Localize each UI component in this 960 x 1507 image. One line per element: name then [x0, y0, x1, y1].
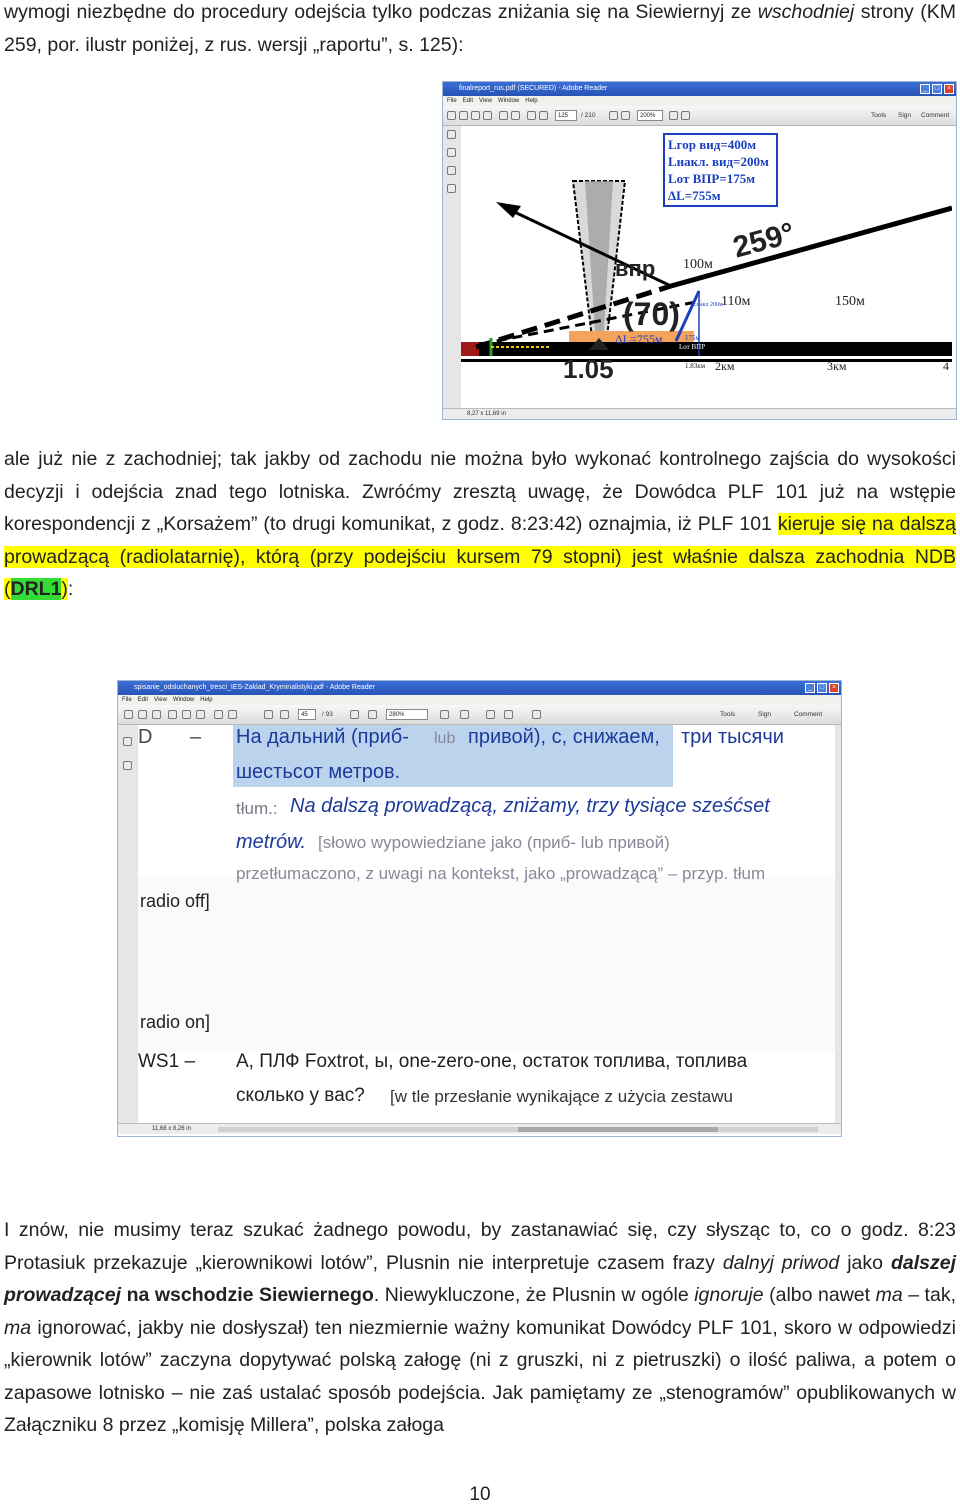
height-150-label: 150м [835, 294, 865, 309]
page-total: / 210 [581, 112, 596, 119]
status-bar [443, 408, 956, 419]
layers-icon[interactable] [447, 184, 456, 193]
sign-button[interactable]: Sign [898, 112, 912, 119]
print-icon[interactable] [459, 111, 468, 120]
distance-183-label: 1.83км [685, 362, 706, 370]
toolbar [443, 106, 956, 126]
minimize-button[interactable]: _ [805, 683, 815, 693]
page-down-icon[interactable] [539, 111, 548, 120]
sign-button[interactable]: Sign [758, 711, 772, 718]
transcript-content: D – На дальний (приб- lub привой), с, снижаем, три тысячи шестьсот метров. tłum.: Na dalszą prowadzącą, zniżamy, trzy tysiące sześćset metrów. [słowo wypowiedziane jako (приб- lub привой) przetłumaczono, z uwagi na kontekst, jako „prowadzącą” – przyp. tłum radio off] radio on] WS1 – А, ПЛФ Foxtrot, ы, one-zero-one, остаток топлива, топлива сколько у вас? [w tle przesłanie wynikające z użycia zestawu [138, 725, 835, 1123]
zoom-input[interactable]: 200% [637, 110, 663, 121]
minimize-button[interactable]: _ [920, 84, 930, 94]
menu-view[interactable]: View [154, 697, 167, 703]
page-down-icon[interactable] [280, 710, 289, 719]
open-icon[interactable] [124, 710, 133, 719]
fit-width-icon[interactable] [681, 111, 690, 120]
page-up-icon[interactable] [264, 710, 273, 719]
pages-icon[interactable] [123, 737, 132, 746]
screenshot-transcript [117, 680, 842, 1137]
screenshot-final-report [442, 81, 957, 420]
menu-help[interactable]: Help [200, 697, 213, 703]
zoom-in-icon[interactable] [368, 710, 377, 719]
fit-width-icon[interactable] [460, 710, 469, 719]
window-titlebar [443, 82, 956, 96]
status-bar [118, 1123, 841, 1134]
distance-4-label: 4 [943, 359, 949, 373]
close-button[interactable]: × [829, 683, 839, 693]
pages-icon[interactable] [447, 130, 456, 139]
attachments-icon[interactable] [447, 148, 456, 157]
navigation-panel [443, 126, 462, 408]
menu-edit[interactable]: Edit [137, 697, 149, 703]
edit-icon[interactable] [152, 710, 161, 719]
sign-icon[interactable] [532, 710, 541, 719]
print-icon[interactable] [182, 710, 191, 719]
page-number-input[interactable]: 125 [555, 110, 577, 121]
diagram-content [461, 126, 952, 410]
open-icon[interactable] [447, 111, 456, 120]
page-number: 10 [469, 1484, 491, 1505]
page-size-label: 11,68 x 8,26 in [152, 1126, 191, 1132]
page-up-icon[interactable] [527, 111, 536, 120]
highlight-icon[interactable] [511, 111, 520, 120]
comment-icon[interactable] [499, 111, 508, 120]
navigation-panel [118, 725, 139, 1123]
tools-button[interactable]: Tools [720, 711, 736, 718]
close-button[interactable]: × [944, 84, 954, 94]
signatures-icon[interactable] [447, 166, 456, 175]
vpr-label: впр [615, 256, 656, 281]
distance-105-label: 1.05 [563, 354, 614, 384]
paragraph-intro: wymogi niezbędne do procedury odejścia tylko podczas zniżania się na Siewiernyj ze wschodniej strony (KM 259, por. ilustr poniżej, z rus. wersji „raportu”, s. 125): [4, 1, 956, 56]
heading-label: 259° [729, 216, 799, 265]
email-icon[interactable] [483, 111, 492, 120]
page-size-label: 8,27 x 11,69 in [467, 411, 506, 417]
tools-button[interactable]: Tools [871, 112, 887, 119]
lnakl-label: Lнакл 200м [693, 302, 723, 308]
zoom-out-icon[interactable] [350, 710, 359, 719]
save-icon[interactable] [471, 111, 480, 120]
create-icon[interactable] [138, 710, 147, 719]
fit-page-icon[interactable] [440, 710, 449, 719]
menu-file[interactable]: File [122, 697, 132, 703]
menu-window[interactable]: Window [497, 98, 520, 104]
toolbar [118, 705, 841, 725]
copy-icon[interactable] [214, 710, 223, 719]
delta-l-label: ΔL=755м [615, 332, 663, 346]
zoom-out-icon[interactable] [609, 111, 618, 120]
distance-2km-label: 2км [715, 359, 735, 373]
altitude-70-label: (70) [623, 296, 680, 332]
comment-button[interactable]: Comment [794, 711, 823, 718]
paragraph-plusnin: I znów, nie musimy teraz szukać żadnego powodu, by zastanawiać się, czy słysząc to, co o godz. 8:23 Protasiuk przekazuje „kierownikowi lotów”, Plusnin nie interpretuje czasem frazy dalnyj priwod jako dalszej prowadzącej na wschodzie Siewiernego. Niewykluczone, że Plusnin w ogóle ignoruje (albo nawet ma – tak, ma ignorować, jakby nie dosłyszał) ten niezmiernie ważny komunikat Dowódcy PLF 101, skoro w odpowiedzi „kierownik lotów” zaczyna dopytywać polską załogę (ni z gruszki, ni z pietruszki) o ilość paliwa, a potem o zapasowe lotnisko – nie zaś ustalać sposób podejścia. Jak pamiętamy ze „stenogramów” opublikowanych w Załączniku 8 przez „komisję Millera”, polska załoga [4, 1219, 956, 1436]
window-title: spisanie_odsluchanych_tresci_IES-Zaklad_Kryminalistyki.pdf - Adobe Reader [134, 684, 375, 691]
comment-icon[interactable] [228, 710, 237, 719]
menu-bar [118, 695, 841, 705]
save-icon[interactable] [168, 710, 177, 719]
menu-file[interactable]: File [447, 98, 457, 104]
maximize-button[interactable]: □ [932, 84, 942, 94]
height-110-label: 110м [721, 294, 751, 309]
email-icon[interactable] [196, 710, 205, 719]
comment-button[interactable]: Comment [921, 112, 950, 119]
window-title: finalreport_rus.pdf (SECURED) - Adobe Reader [459, 85, 608, 92]
menu-edit[interactable]: Edit [462, 98, 474, 104]
page-number-input[interactable]: 45 [298, 709, 316, 720]
paragraph-west-approach: ale już nie z zachodniej; tak jakby od zachodu nie można było wykonać kontrolnego zajścia do wysokości decyzji i odejścia znad tego lotniska. Zwróćmy zresztą uwagę, że Dowódca PLF 101 już na wstępie korespondencji z „Korsażem” (to drugi komunikat, z godz. 8:23:42) oznajmia, iż PLF 101 kieruje się na dalszą prowadzącą (radiolatarnię), którą (przy podejściu kursem 79 stopni) jest właśnie dalsza zachodnia NDB (DRL1): [4, 448, 956, 600]
menu-window[interactable]: Window [172, 697, 195, 703]
attachments-icon[interactable] [123, 761, 132, 770]
maximize-button[interactable]: □ [817, 683, 827, 693]
sticky-note-icon[interactable] [486, 710, 495, 719]
horizontal-scrollbar[interactable] [218, 1127, 818, 1132]
fit-page-icon[interactable] [669, 111, 678, 120]
menu-help[interactable]: Help [525, 98, 538, 104]
zoom-input[interactable]: 280% [386, 709, 428, 720]
l175-label: 175м [685, 334, 700, 342]
distance-legend-box: Lгор вид=400м Lнакл. вид=200м Lот ВПР=175м ΔL=755м [663, 133, 778, 207]
menu-bar [443, 96, 956, 106]
menu-view[interactable]: View [479, 98, 492, 104]
scrollbar-thumb[interactable] [518, 1127, 718, 1132]
height-100-label: 100м [683, 257, 713, 272]
vertical-scrollbar[interactable] [835, 725, 841, 1123]
distance-3km-label: 3км [827, 359, 847, 373]
zoom-in-icon[interactable] [621, 111, 630, 120]
lot-vpr-label: Lот ВПР [679, 343, 706, 351]
highlight-icon[interactable] [504, 710, 513, 719]
page-total: / 93 [322, 711, 333, 718]
window-titlebar [118, 681, 841, 695]
